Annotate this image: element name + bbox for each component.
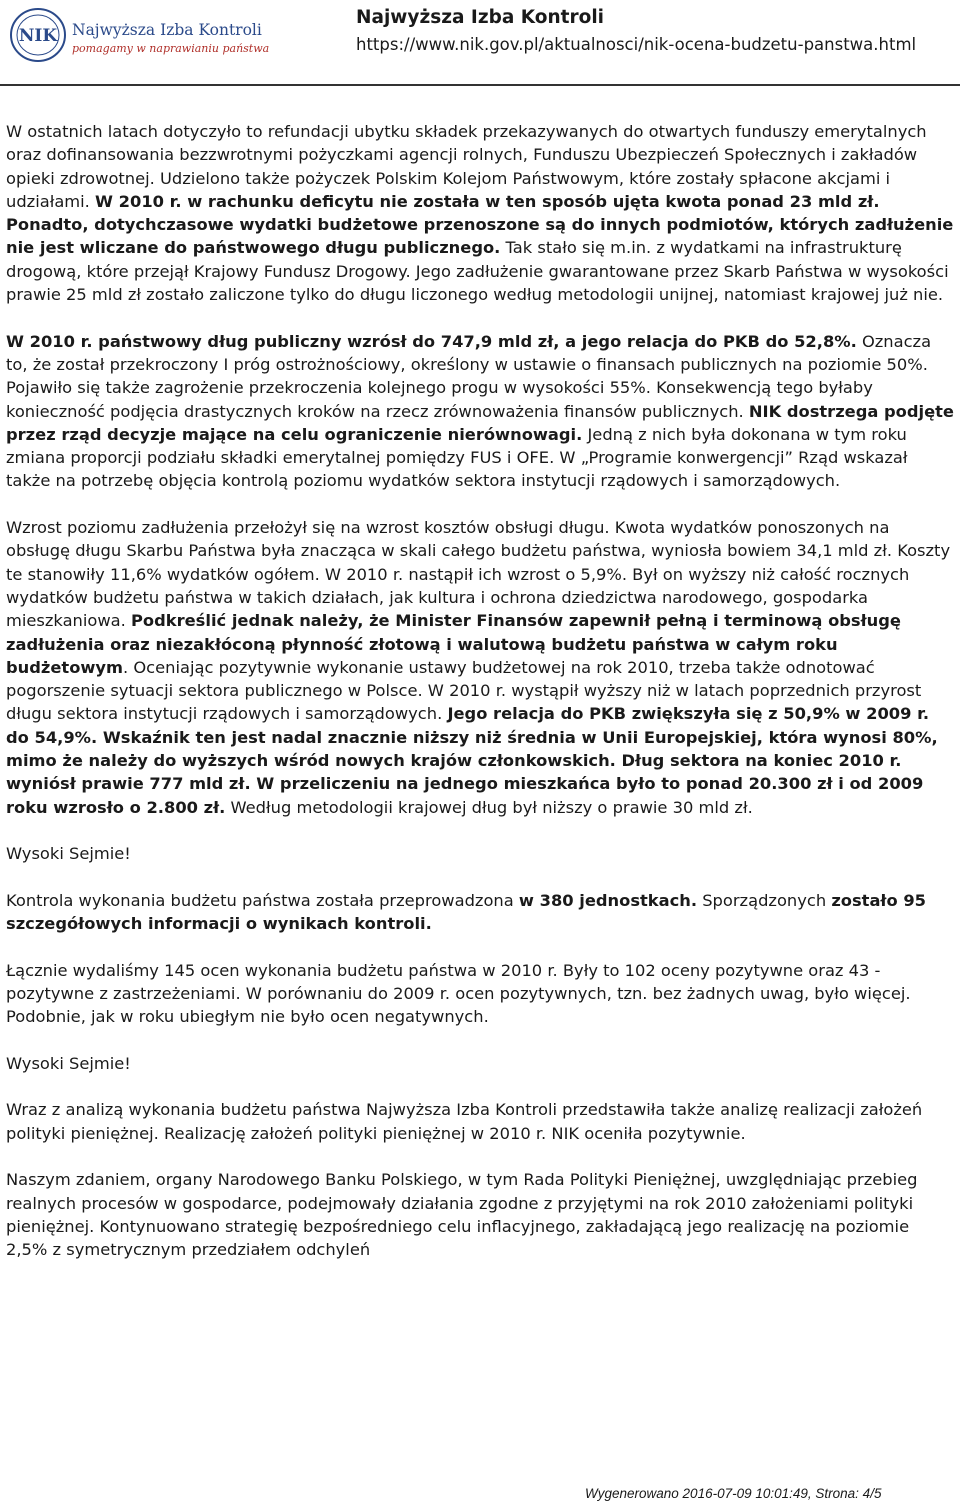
text-run: Wysoki Sejmie! (6, 844, 131, 864)
logo-mark-text: NIK (18, 26, 58, 46)
header-title: Najwyższa Izba Kontroli (356, 7, 604, 28)
text-run: Kontrola wykonania budżetu państwa została przeprowadzona (6, 890, 519, 910)
body-paragraph (6, 120, 954, 306)
header-divider (0, 84, 960, 86)
nik-logo (6, 6, 306, 64)
body-paragraph (6, 516, 954, 819)
text-run: Wysoki Sejmie! (6, 1053, 131, 1073)
bold-text-run: Podkreślić jednak należy, że Minister Finansów zapewnił pełną i terminową obsługę zadłużenia oraz niezakłóconą płynność złotową i walutową budżetu państwa w całym roku budżetowym (6, 611, 901, 677)
bold-text-run: w 380 jednostkach. (518, 890, 698, 910)
page-header (0, 0, 960, 86)
bold-text-run: W 2010 r. w rachunku deficytu nie została w ten sposób ujęta kwota ponad 23 mld zł. Ponadto, dotychczasowe wydatki budżetowe przenoszone są do innych podmiotów, których zadłużenie nie jest wliczane do państwowego długu publicznego. (6, 191, 954, 258)
logo-tagline: pomagamy w naprawianiu państwa (72, 42, 270, 55)
bold-text-run: W 2010 r. państwowy dług publiczny wzrósł do 747,9 mld zł, a jego relacja do PKB do 52,8%. (6, 331, 857, 351)
body-paragraph (6, 1052, 954, 1075)
body-paragraph (6, 1098, 954, 1145)
body-paragraph (6, 330, 954, 493)
text-run: Wzrost poziomu zadłużenia przełożył się na wzrost kosztów obsługi długu. Kwota wydatków ponoszonych na obsługę długu Skarbu Państwa była znacząca w skali całego budżetu państwa, wyniosła bowiem 34,1 mld zł. Koszty te stanowiły 11,6% wydatków ogółem. W 2010 r. nastąpił ich wzrost o 5,9%. Był on wyższy niż całość rocznych wydatków budżetu państwa w takich działach, jak kultura i ochrona dziedzictwa narodowego, gospodarka mieszkaniowa. (6, 518, 951, 631)
document-body (6, 120, 954, 1285)
footer-generated-info: Wygenerowano 2016-07-09 10:01:49, Strona: 4/5 (585, 1486, 882, 1501)
body-paragraph (6, 889, 954, 936)
bold-text-run: Jego relacja do PKB zwiększyła się z 50,9% w 2009 r. do 54,9%. Wskaźnik ten jest nadal znacznie niższy niż średnia w Unii Europejskiej, która wynosi 80%, mimo że należy do wyższych wśród nowych krajów członkowskich. Dług sektora na koniec 2010 r. wyniósł prawie 777 mld zł. W przeliczeniu na jednego mieszkańca było to ponad 20.300 zł i od 2009 roku wzrosło o 2.800 zł. (6, 704, 938, 817)
body-paragraph (6, 959, 954, 1029)
text-run: W ostatnich latach dotyczyło to refundacji ubytku składek przekazywanych do otwartych funduszy emerytalnych oraz dofinansowania bezzwrotnymi pożyczkami agencji rolnych, Funduszu Ubezpieczeń Społecznych i zakładów opieki zdrowotnej. Udzielono także pożyczek Polskim Kolejom Państwowym, które zostały spłacone akcjami i udziałami. (6, 122, 927, 211)
text-run: Oznacza to, że został przekroczony I próg ostrożnościowy, określony w ustawie o finansach publicznych na poziomie 50%. Pojawiło się także zagrożenie przekroczenia kolejnego progu w wysokości 55%. Konsekwencją tego byłaby konieczność podjęcia drastycznych kroków na rzecz zrównoważenia finansów publicznych. (6, 331, 932, 421)
text-run: Wraz z analizą wykonania budżetu państwa Najwyższa Izba Kontroli przedstawiła także analizę realizacji założeń polityki pieniężnej. Realizację założeń polityki pieniężnej w 2010 r. NIK oceniła pozytywnie. (6, 1100, 923, 1143)
body-paragraph (6, 1168, 954, 1261)
text-run: Według metodologii krajowej dług był niższy o prawie 30 mld zł. (225, 797, 753, 817)
bold-text-run: NIK dostrzega podjęte przez rząd decyzje mające na celu ograniczenie nierównowagi. (6, 401, 954, 444)
text-run: Tak stało się m.in. z wydatkami na infrastrukturę drogową, które przejął Krajowy Fundusz Drogowy. Jego zadłużenie gwarantowane przez Skarb Państwa w wysokości prawie 25 mld zł zostało zaliczone tylko do długu liczonego według metodologii unijnej, natomiast krajowej już nie. (6, 238, 949, 305)
text-run: . Oceniając pozytywnie wykonanie ustawy budżetowej na rok 2010, trzeba także odnotować pogorszenie sytuacji sektora publicznego w Polsce. W 2010 r. wystąpił wyższy niż w latach poprzednich przyrost długu sektora instytucji rządowych i samorządowych. (6, 657, 922, 724)
text-run: Jedną z nich była dokonana w tym roku zmiana proporcji podziału składki emerytalnej pomiędzy FUS i OFE. W „Programie konwergencji” Rząd wskazał także na potrzebę objęcia kontrolą poziomu wydatków sektora instytucji rządowych i samorządowych. (6, 424, 908, 491)
text-run: Sporządzonych (697, 890, 832, 910)
body-paragraph (6, 842, 954, 865)
text-run: Naszym zdaniem, organy Narodowego Banku Polskiego, w tym Rada Polityki Pieniężnej, uwzględniając przebieg realnych procesów w gospodarce, podejmowały działania zgodne z przyjętymi na rok 2010 założeniami polityki pieniężnej. Kontynuowano strategię bezpośredniego celu inflacyjnego, zakładającą jego realizację na poziomie 2,5% z symetrycznym przedziałem odchyleń (6, 1170, 918, 1260)
header-url[interactable]: https://www.nik.gov.pl/aktualnosci/nik-ocena-budzetu-panstwa.html (356, 35, 917, 54)
logo-name: Najwyższa Izba Kontroli (72, 21, 262, 39)
bold-text-run: zostało 95 szczegółowych informacji o wynikach kontroli. (6, 890, 926, 934)
text-run: Łącznie wydaliśmy 145 ocen wykonania budżetu państwa w 2010 r. Były to 102 oceny pozytywne oraz 43 - pozytywne z zastrzeżeniami. W porównaniu do 2009 r. ocen pozytywnych, tzn. bez żadnych uwag, było więcej. Podobnie, jak w roku ubiegłym nie było ocen negatywnych. (6, 960, 911, 1027)
